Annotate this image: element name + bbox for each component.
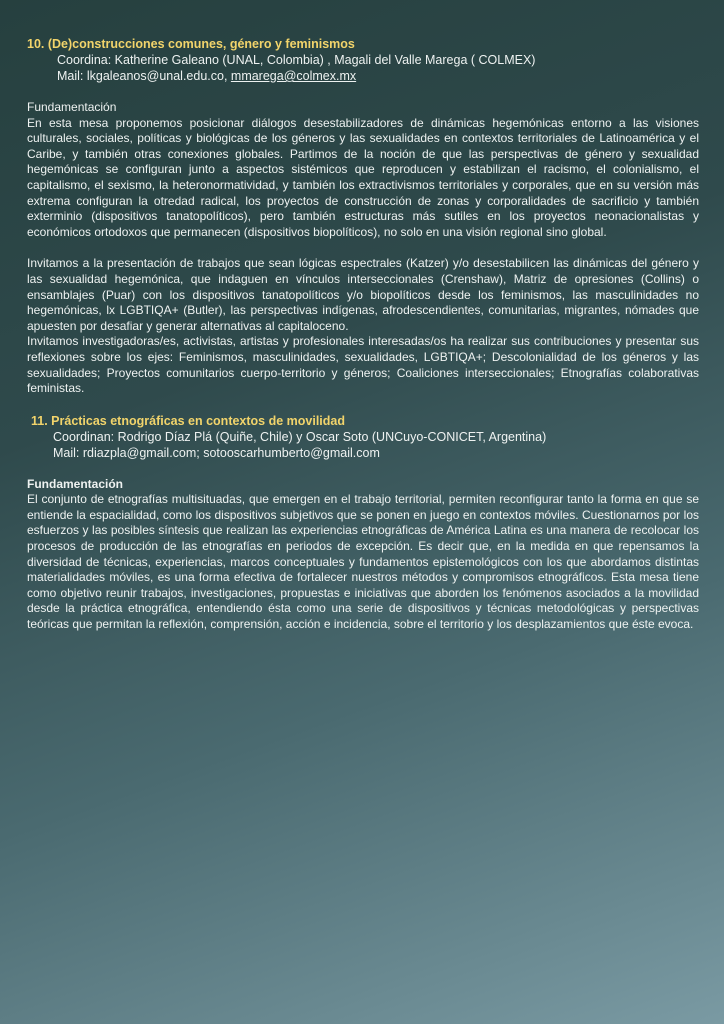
document-page: [27, 36, 699, 633]
section-11-paragraph-1: El conjunto de etnografías multisituadas, que emergen en el trabajo territorial, permiten reconfigurar tanto la forma en que se entiende la espacialidad, como los dispositivos subjetivos que se ponen en juego en contextos móviles. Cuestionarnos por los esfuerzos y las posibles síntesis que realizan las experiencias etnográficas de América Latina es una manera de recolocar los procesos de producción de las etnografías en periodos de excepción. Es decir que, en la medida en que repensamos la diversidad de técnicas, experiencias, marcos conceptuales y fundamentos epistemológicos con los que abordamos distintas materialidades móviles, es una forma efectiva de fortalecer nuestros métodos y compromisos etnográficos. Esta mesa tiene como objetivo reunir trabajos, investigaciones, propuestas e iniciativas que aborden los fenómenos asociados a la movilidad desde la práctica etnográfica, entendiendo ésta como una serie de dispositivos y técnicas metodológicas y perspectivas teóricas que permitan la reflexión, comprensión, acción e incidencia, sobre el territorio y los desplazamientos que éste evoca.: [27, 492, 699, 632]
section-10-mail-text: Mail: lkgaleanos@unal.edu.co,: [57, 69, 231, 83]
section-11-coordinators: Coordinan: Rodrigo Díaz Plá (Quiñe, Chile) y Oscar Soto (UNCuyo-CONICET, Argentina): [53, 429, 547, 444]
section-10-fundamentacion-label: Fundamentación: [27, 100, 117, 114]
section-11-title: 11. Prácticas etnográficas en contextos de movilidad: [31, 413, 346, 428]
section-10-paragraph-3: Invitamos investigadoras/es, activistas, artistas y profesionales interesadas/os ha realizar sus contribuciones y presentar sus reflexiones sobre los ejes: Feminismos, masculinidades, sexualidades, LGBTIQA+; Descolonialidad de los géneros y las sexualidades; Proyectos comunitarios cuerpo-territorio y géneros; Coaliciones interseccionales; Etnografías colaborativas feministas.: [27, 334, 699, 396]
section-11-mail: Mail: rdiazpla@gmail.com; sotooscarhumberto@gmail.com: [53, 445, 380, 460]
section-10-mail: [27, 68, 699, 84]
mail-link[interactable]: mmarega@colmex.mx: [230, 69, 357, 83]
section-10-paragraph-1: En esta mesa proponemos posicionar diálogos desestabilizadores de dinámicas hegemónicas entorno a las visiones culturales, sociales, políticas y biológicas de los géneros y las sexualidades en contextos territoriales de Latinoamérica y el Caribe, y también otras conexiones globales. Partimos de la noción de que las perspectivas de género y sexualidad hegemónicas se configuran junto a aspectos sistémicos que reproducen y estabilizan el racismo, el colonialismo, el capitalismo, el sexismo, la heteronormatividad, y también los extractivismos territoriales y corporales, que en su versión más extrema configuran la otredad radical, los proyectos de construcción de zonas y corporalidades de sacrificio y también exterminio (dispositivos tanatopolíticos), pero también estructuras más sutiles en los proyectos neonacionalistas y económicos ortodoxos que permanecen (dispositivos biopolíticos), no solo en una visión regional sino global.: [27, 115, 699, 239]
section-10-title: 10. (De)construcciones comunes, género y feminismos: [27, 37, 355, 51]
section-10-coordinators: Coordina: Katherine Galeano (UNAL, Colombia) , Magali del Valle Marega ( COLMEX): [57, 53, 536, 67]
section-11-fundamentacion-label: Fundamentación: [27, 476, 124, 491]
section-10-paragraph-2: Invitamos a la presentación de trabajos que sean lógicas espectrales (Katzer) y/o desestabilicen las dinámicas del género y las sexualidad hegemónica, que indaguen en vínculos interseccionales (Crenshaw), Matriz de opresiones (Collins) o ensamblajes (Puar) con los dispositivos tanatopolíticos y/o biopolíticos desde los feminismos, las masculinidades no hegemónicas, lx LGBTIQA+ (Butler), las perspectivas indígenas, afrodescendientes, comunitarias, migrantes, nómades que apuesten por desafiar y generar alternativas al capitaloceno.: [27, 256, 699, 333]
